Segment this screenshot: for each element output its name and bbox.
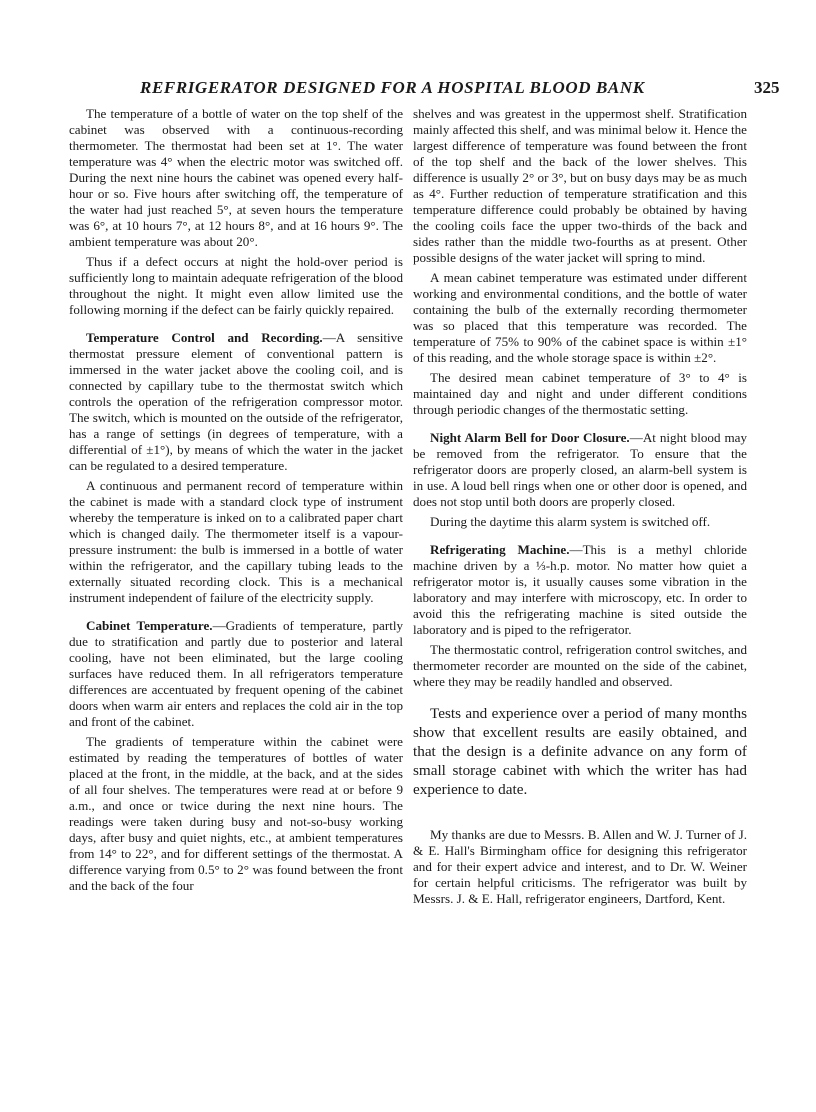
section-heading: Temperature Control and Recording. [86, 330, 323, 345]
right-column [413, 106, 747, 911]
running-title: REFRIGERATOR DESIGNED FOR A HOSPITAL BLOOD BANK [140, 78, 645, 97]
paragraph: During the daytime this alarm system is switched off. [430, 514, 711, 529]
paragraph: A mean cabinet temperature was estimated under different working and environmental conditions, and the bottle of water containing the bulb of the externally recording thermometer was so placed that this temperature was recorded. The temperature of 75% to 90% of the cabinet space is within ±1° of this reading, and the whole storage space is within ±2°. [413, 270, 747, 365]
paragraph: The temperature of a bottle of water on the top shelf of the cabinet was observed with a continuous-recording thermometer. The thermostat had been set at 1°. The water temperature was 4° when the electric motor was switched off. During the next nine hours the cabinet was opened every half-hour or so. Five hours after switching off, the temperature of the water had just reached 5°, at seven hours the temperature was 6°, at 10 hours 7°, at 12 hours 8°, and at 16 hours 9°. The ambient temperature was about 20°. [69, 106, 403, 249]
conclusion: Tests and experience over a period of many months show that excellent results are easily obtained, and that the design is a definite advance on any form of small storage cabinet with which the writer has had experience to date. [413, 705, 747, 798]
left-column [69, 106, 403, 898]
paragraph-text: —A sensitive thermostat pressure element of conventional pattern is immersed in the water jacket above the cooling coil, and is connected by capillary tube to the thermostat switch which controls the operation of the refrigeration compressor motor. The switch, which is mounted on the outside of the refrigerator, has a range of settings (in degrees of temperature, with a differential of ±1°), by means of which the water in the jacket can be regulated to a desired temperature. [69, 330, 403, 473]
paragraph-temperature-control [69, 330, 403, 474]
paragraph-refrigerating-machine [413, 542, 747, 638]
paragraph-night-alarm [413, 430, 747, 510]
paragraph-text: —This is a methyl chloride machine driven by a ⅓-h.p. motor. No matter how quiet a refrigerator motor is, it usually causes some vibration in the laboratory and may interfere with microscopy, etc. In order to avoid this the refrigerating machine is sited outside the laboratory and is piped to the refrigerator. [413, 542, 747, 637]
paragraph: The desired mean cabinet temperature of 3° to 4° is maintained day and night and under different conditions through periodic changes of the thermostatic setting. [413, 370, 747, 417]
paragraph-text: —Gradients of temperature, partly due to stratification and partly due to posterior and lateral cooling, have not been eliminated, but the large cooling surfaces have reduced them. In all refrigerators temperature differences are accentuated by frequent opening of the cabinet doors when warm air enters and replaces the cold air in the top and front of the cabinet. [69, 618, 404, 729]
section-heading: Refrigerating Machine. [430, 542, 570, 557]
section-heading: Night Alarm Bell for Door Closure. [430, 430, 630, 445]
paragraph-cabinet-temperature [69, 618, 403, 730]
paragraph: Thus if a defect occurs at night the hold-over period is sufficiently long to maintain adequate refrigeration of the blood throughout the night. It might even allow limited use the following morning if the defect can be fairly quickly repaired. [69, 254, 403, 317]
acknowledgement: My thanks are due to Messrs. B. Allen and W. J. Turner of J. & E. Hall's Birmingham office for designing this refrigerator and for their expert advice and interest, and to Dr. W. Weiner for certain helpful criticisms. The refrigerator was built by Messrs. J. & E. Hall, refrigerator engineers, Dartford, Kent. [413, 827, 747, 906]
paragraph: The gradients of temperature within the cabinet were estimated by reading the temperatures of bottles of water placed at the front, in the middle, at the back, and at the sides of all four shelves. The temperatures were read at or before 9 a.m., and once or twice during the next nine hours. The readings were taken during busy and not-so-busy working days, after busy and quiet nights, etc., at ambient temperatures from 14° to 22°, and for different settings of the thermostat. A difference varying from 0.5° to 2° was found between the front and the back of the four [69, 734, 403, 893]
page-number: 325 [754, 78, 780, 97]
paragraph: The thermostatic control, refrigeration control switches, and thermometer recorder are mounted on the side of the cabinet, where they may be readily handled and observed. [413, 642, 747, 689]
paragraph: A continuous and permanent record of temperature within the cabinet is made with a standard clock type of instrument whereby the temperature is inked on to a calibrated paper chart which is changed daily. The thermometer itself is a vapour-pressure instrument: the bulb is immersed in a bottle of water within the refrigerator, and the capillary tubing leads to the externally situated recording clock. This is a mechanical instrument independent of failure of the electricity supply. [69, 478, 403, 605]
paragraph-text: —At night blood may be removed from the refrigerator. To ensure that the refrigerator doors are properly closed, an alarm-bell system is in use. A loud bell rings when one or other door is opened, and does not stop until both doors are properly closed. [413, 430, 747, 509]
paragraph: shelves and was greatest in the uppermost shelf. Stratification mainly affected this shelf, and was minimal below it. Hence the largest difference of temperature was found between the front of the top shelf and the back of the lower shelves. This difference is usually 2° or 3°, but on busy days may be as much as 4°. Further reduction of temperature stratification and this temperature difference could probably be obtained by having the cooling coils face the upper two-thirds of the back and sides rather than the middle two-fourths as at present. Other possible designs of the water jacket will spring to mind. [413, 106, 747, 265]
section-heading: Cabinet Temperature. [86, 618, 213, 633]
